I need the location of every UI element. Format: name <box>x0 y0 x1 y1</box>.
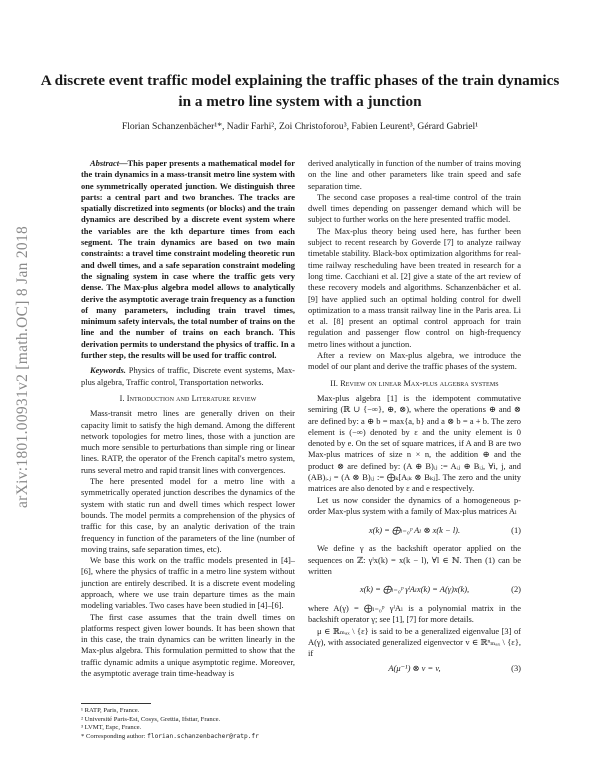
paragraph: The second case proposes a real-time control of the train dwell times depending on passenger demand which will be subject to further works on the here presented traffic model. <box>308 191 521 225</box>
footnote: ³ LVMT, Espc, France. <box>81 724 142 732</box>
section-heading-2: II. Review on linear Max-plus algebra systems <box>330 378 499 388</box>
paragraph: The first case assumes that the train dwell times on platforms respect given lower bounds. It has been shown that in this case, the train dynamics can be written linearly in the Max-plus algebra. This formulation permitted to show that the traffic dynamic admits a unique asymptotic regime. Moreover, the asymptotic average train time-headway is <box>81 611 295 679</box>
abstract-label: Abstract <box>90 158 120 168</box>
footnote-label: * Corresponding author: <box>81 732 148 740</box>
keywords-label: Keywords. <box>90 365 126 376</box>
equation-3 <box>308 660 521 678</box>
section-heading-1: I. Introduction and Literature review <box>119 393 257 403</box>
paragraph: We define γ as the backshift operator applied on the sequences on ℤ: γˡx(k) = x(k − l), ∀l ∈ ℕ. Then (1) can be written <box>308 543 521 576</box>
equation-body: x(k) = ⨁ₗ₌₀ᵖ Aₗ ⊗ x(k − l). <box>368 524 461 535</box>
paragraph: The here presented model for a metro line with a symmetrically operated junction describes the dynamics of the system with static run and dwell times which respect lower bounds. The model permits a comprehension of the physics of traffic for this case, by an analytic derivation of the train frequency in function of the parameters of the line (number of moving trains, safe separation times, etc). <box>81 476 295 554</box>
paragraph: μ ∈ ℝₘₐₓ \ {ε} is said to be a generalized eigenvalue [3] of A(γ), with associated generalized eigenvector v ∈ ℝⁿₘₐₓ \ {ε}, if <box>308 625 521 659</box>
equation-body: x(k) = ⨁ₗ₌₀ᵖ γˡAₗx(k) = A(γ)x(k), <box>359 584 470 595</box>
footnote: ¹ RATP, Paris, France. <box>81 707 140 714</box>
equation-number: (1) <box>511 524 521 535</box>
footnote <box>81 733 295 742</box>
abstract <box>81 158 295 361</box>
equation-body: A(μ⁻¹) ⊗ v = v, <box>388 662 441 673</box>
paragraph: The Max-plus theory being used here, has further been subject to recent research by Goverde [7] to analyze railway timetable stability. Black-box optimization algorithms for real-time railway rescheduling have been treated in research for a long time. Cacchiani et al. [2] give a state of the art review of these recovery models and algorithms. Schanzenbächer et al. [9] have applied such an optimal holding control for dwell optimization to a mass transit railway line in the Paris area. Li et al. [8] present an optimal control approach for train regulation and passenger flow control on high-frequency metro lines without a junction. <box>308 225 521 349</box>
paper-title: A discrete event traffic model explaining the traffic phases of the train dynamics in a metro line system with a junction <box>40 72 560 110</box>
paragraph: We base this work on the traffic models presented in [4]–[6], where the physics of traffic in a metro line system without junction are entirely described. It is a discrete event modeling approach, where we use train departure times as the main modeling variables. Two cases have been studied in [4]–[6]. <box>81 555 295 611</box>
paragraph: derived analytically in function of the number of trains moving on the line and other parameters like train speed and safe separation time. <box>308 158 521 191</box>
right-column <box>308 158 521 678</box>
equation-1 <box>308 517 521 543</box>
paragraph: Mass-transit metro lines are generally driven on their capacity limit to satisfy the high demand. Among the different network topologies for metro lines, those with a junction are much more sensible to perturbations than simple ring or linear lines. RATP, the operator of the French capital's metro system, runs several metro and rapid transit lines with convergences. <box>81 408 295 475</box>
footnotes <box>81 707 295 741</box>
footnote: ² Université Paris-Est, Cosys, Grettia, Ifsttar, France. <box>81 715 221 723</box>
paragraph: Max-plus algebra [1] is the idempotent commutative semiring (ℝ ∪ {−∞}, ⊕, ⊗), where the operations ⊕ and ⊗ are defined by: a ⊕ b = max{a, b} and a ⊗ b = a + b. The zero element is (−∞) denoted by ε and the unity element is 0 denoted by e. On the set of square matrices, if A and B are two Max-plus matrices of size n × n, the addition ⊕ and the product ⊗ are defined by: (A ⊕ B)ᵢⱼ := Aᵢⱼ ⊕ Bᵢⱼ, ∀i, j, and (AB)ᵢ.ⱼ = (A ⊗ B)ᵢⱼ := ⨁ₖ[Aᵢₖ ⊗ Bₖⱼ]. The zero and the unity matrices are also denoted by ε and e respectively. <box>308 392 521 494</box>
paragraph: where A(γ) = ⨁ₗ₌₀ᵖ γˡAₗ is a polynomial matrix in the backshift operator γ; see [1], [7] for more details. <box>308 603 521 625</box>
paragraph: After a review on Max-plus algebra, we introduce the model of our plant and derive the traffic phases of the system. <box>308 350 521 372</box>
footnote-rule <box>81 703 151 704</box>
abstract-body: —This paper presents a mathematical model for the train dynamics in a mass-transit metro line system with one symmetrically operated junction. We distinguish three parts: a central part and two branches. The tracks are spatially discretized into segments (or blocks) and the train dynamics are described by a discrete event system where the variables are the kth departure times from each segment. The train dynamics are based on two main constraints: a travel time constraint modeling theoretic run and dwell times, and a safe separation constraint modeling the signaling system in case where the traffic gets very dense. The Max-plus algebra model allows to analytically derive the asymptotic average train frequency as a function of many parameters, including train travel times, minimum safety intervals, the total number of trains on the line and the number of trains on each branch. This derivation permits to understand the physics of traffic. In a further step, the results will be used for traffic control. <box>81 158 295 361</box>
equation-number: (2) <box>511 584 521 595</box>
equation-2 <box>308 577 521 603</box>
keywords <box>81 365 295 388</box>
left-column <box>81 158 295 679</box>
arxiv-stamp: arXiv:1801.00931v2 [math.OC] 8 Jan 2018 <box>14 225 31 508</box>
paragraph: Let us now consider the dynamics of a homogeneous p-order Max-plus system with a family of Max-plus matrices Aₗ <box>308 494 521 516</box>
keywords-text: Physics of traffic, Discrete event systems, Max-plus algebra, Traffic control, Transportation networks. <box>81 365 295 387</box>
author-list: Florian Schanzenbächer¹*, Nadir Farhi², Zoi Christoforou³, Fabien Leurent³, Gérard Gabriel¹ <box>121 121 479 132</box>
equation-number: (3) <box>511 662 521 673</box>
corresponding-email[interactable]: florian.schanzenbacher@ratp.fr <box>147 732 259 740</box>
